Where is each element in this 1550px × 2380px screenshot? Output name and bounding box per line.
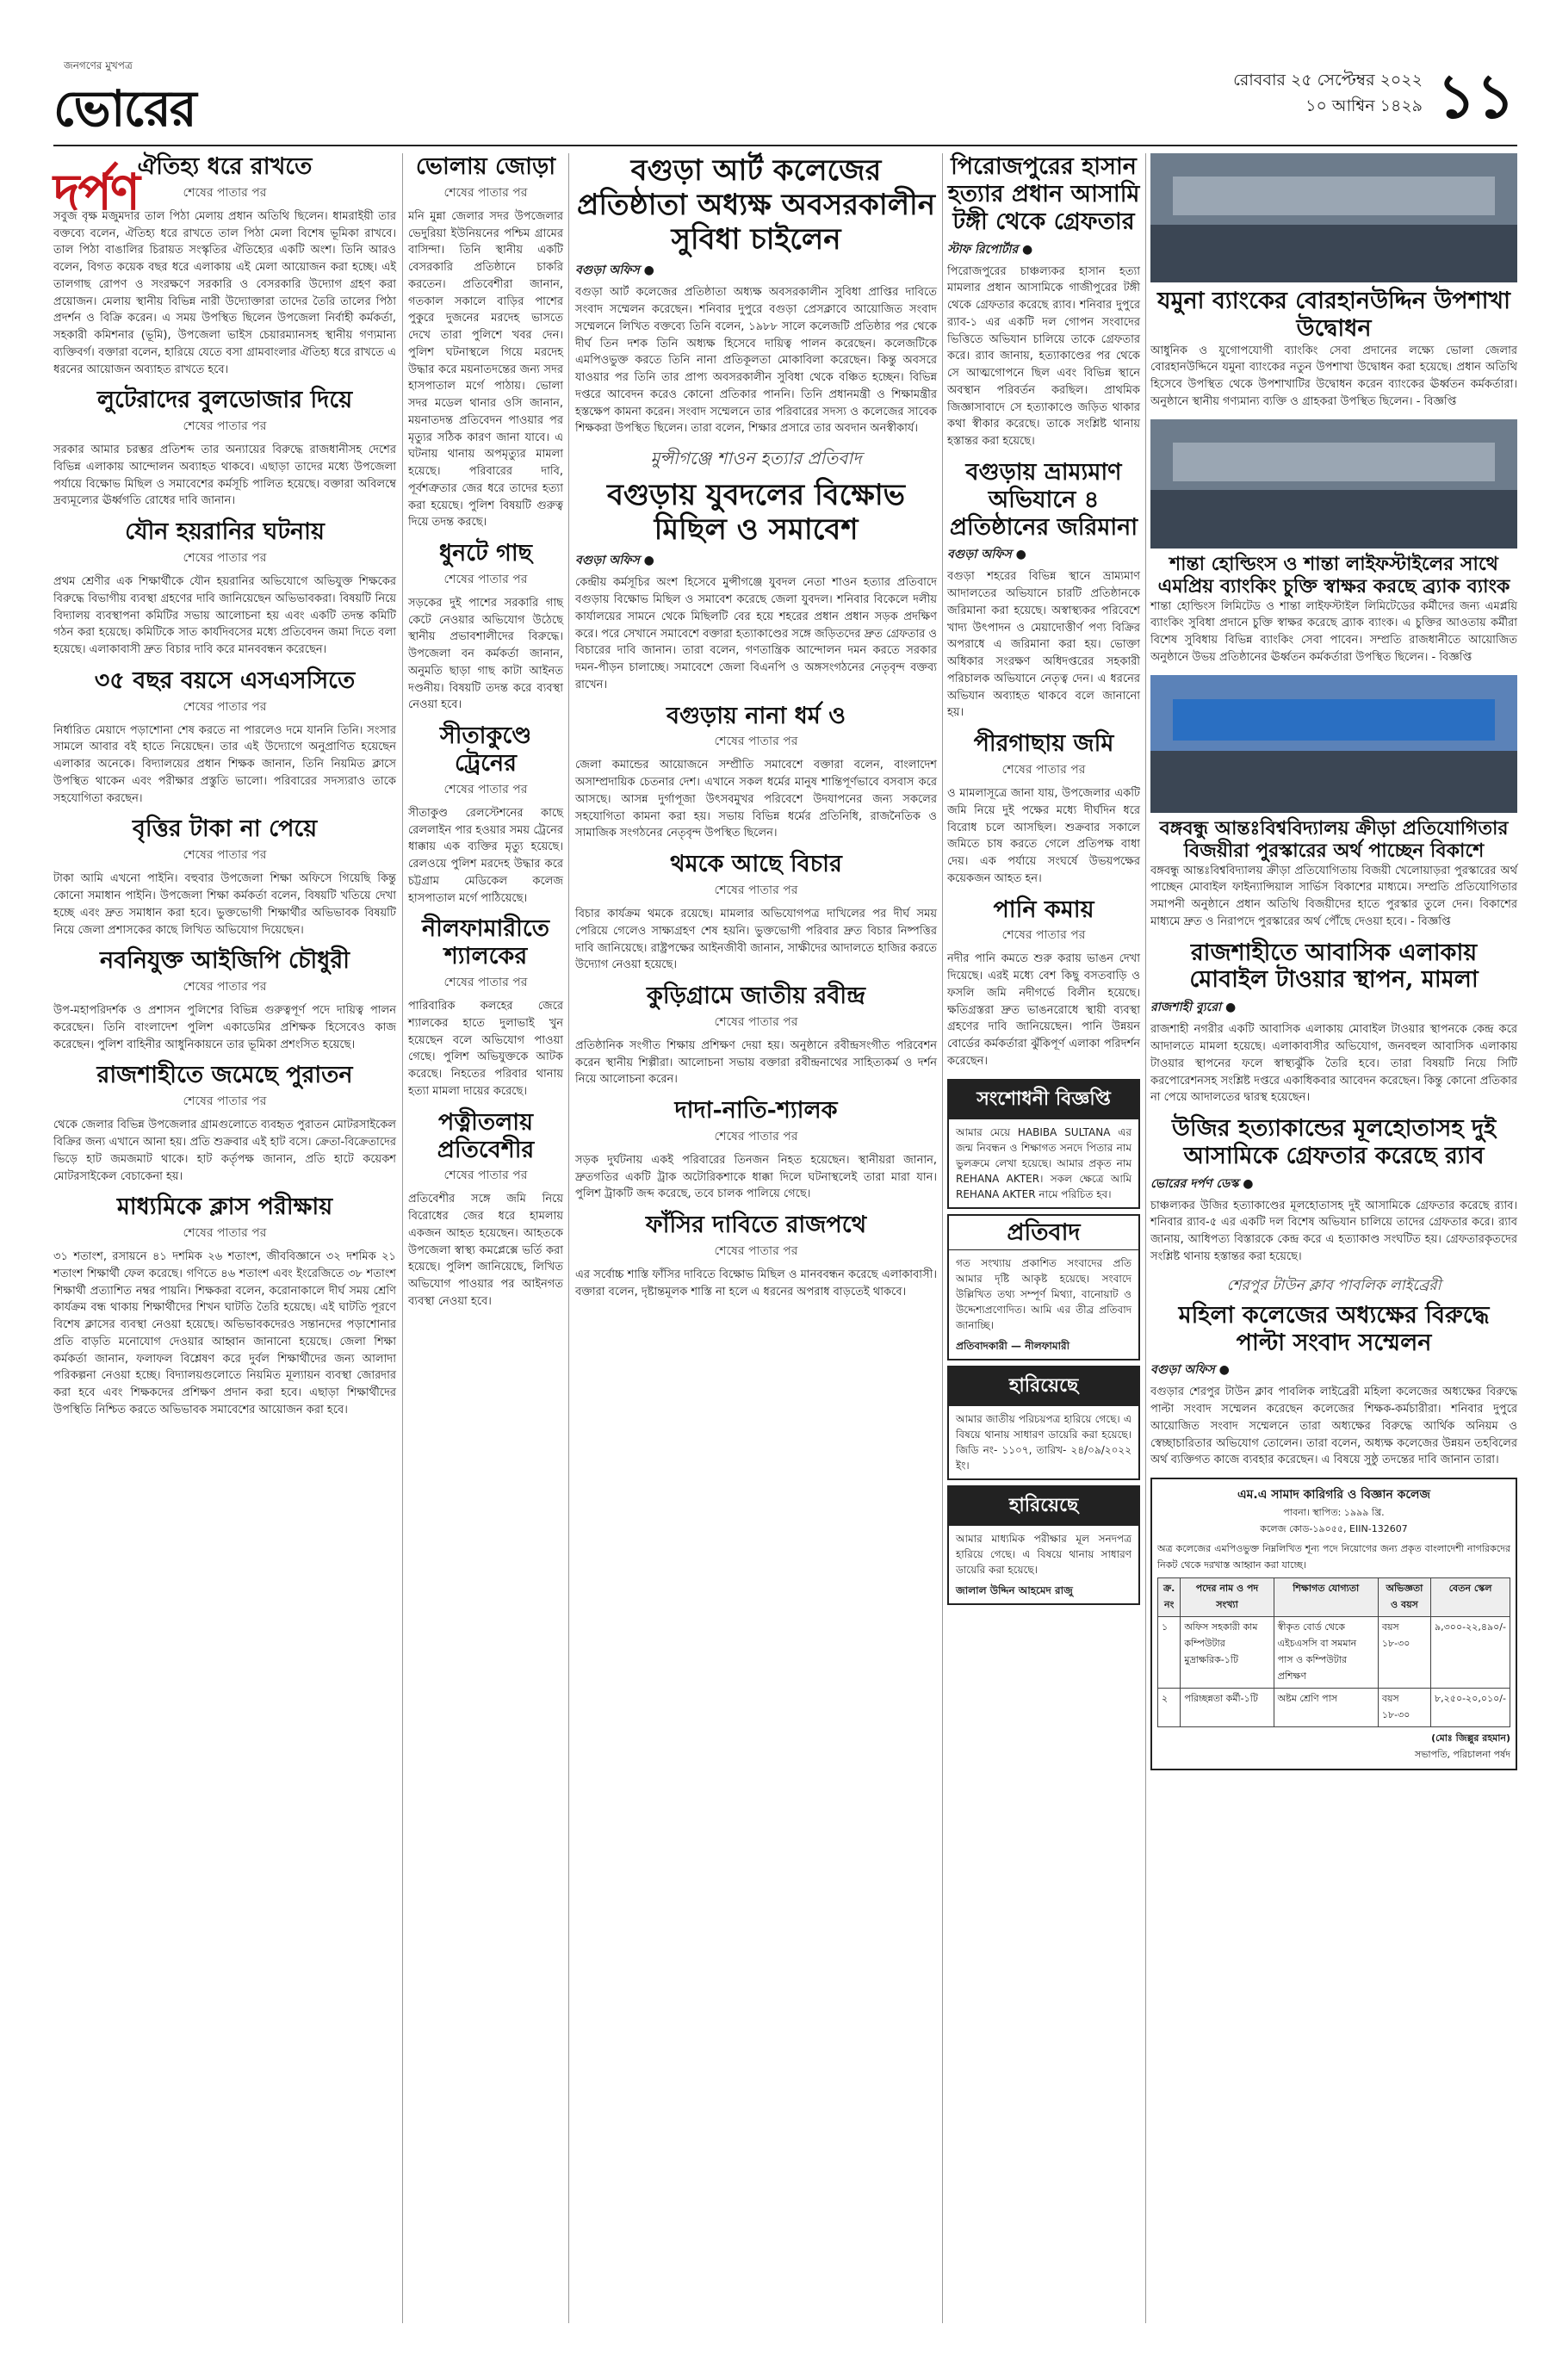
column-5	[1150, 153, 1517, 1770]
continued-label: শেষের পাতার পর	[714, 734, 798, 749]
table-cell: ১	[1158, 1617, 1181, 1689]
story-body: ৩১ শতাংশ, রসায়নে ৪১ দশমিক ২৬ শতাংশ, জীববিজ্ঞানে ৩২ দশমিক ২১ শতাংশ শিক্ষার্থী ফেল করেছে। গণিতে ৪৬ শতাংশ এবং ইংরেজিতে ৩৮ শতাংশ শিক্ষার্থী প্রত্যাশিত নম্বর পায়নি। শিক্ষকরা বলেন, করোনাকালে দীর্ঘ সময় শ্রেণি কার্যক্রম বন্ধ থাকায় শিক্ষার্থীদের শিখন ঘাটতি তৈরি হয়েছে। এই ঘাটতি পূরণে বিশেষ ক্লাসের ব্যবস্থা নেওয়া হয়েছে। অভিভাবকদেরও সন্তানদের পড়াশোনার প্রতি বাড়তি মনোযোগ দেওয়ার আহ্বান জানানো হয়েছে। জেলা শিক্ষা কর্মকর্তা জানান, ফলাফল বিশ্লেষণ করে দুর্বল শিক্ষার্থীদের জন্য আলাদা পরিকল্পনা নেওয়া হচ্ছে। বিদ্যালয়গুলোতে নিয়মিত মূল্যায়ন ব্যবস্থা জোরদার করা হবে এবং শিক্ষকদের প্রশিক্ষণ প্রদান করা হবে। এছাড়া শিক্ষার্থীদের উপস্থিতি নিশ্চিত করতে অভিভাবক সমাবেশের আয়োজন করা হবে।	[53, 1250, 396, 1416]
column-rule	[942, 153, 943, 2323]
headline: বঙ্গবন্ধু আন্তঃবিশ্ববিদ্যালয় ক্রীড়া প্রতিযোগিতার বিজয়ীরা পুরস্কারের অর্থ পাচ্ছেন বিকাশে	[1159, 816, 1509, 862]
notice-body: গত সংখ্যায় প্রকাশিত সংবাদের প্রতি আমার দৃষ্টি আকৃষ্ট হয়েছে। সংবাদে উল্লিখিত তথ্য সম্পূর্ণ মিথ্যা, বানোয়াট ও উদ্দেশ্যপ্রণোদিত। আমি এর তীব্র প্রতিবাদ জানাচ্ছি।	[956, 1257, 1132, 1332]
continued-label: শেষের পাতার পর	[443, 1168, 528, 1183]
story-water	[947, 896, 1140, 1070]
column-1	[53, 153, 396, 1428]
story-body: জেলা কমান্ডের আয়োজনে সম্প্রীতি সমাবেশে বক্তারা বলেন, বাংলাদেশ অসাম্প্রদায়িক চেতনার দেশ। এখানে সকল ধর্মের মানুষ শান্তিপূর্ণভাবে বসবাস করে আসছে। আসন্ন দুর্গাপূজা উৎসবমুখর পরিবেশে উদযাপনের জন্য সকলের সহযোগিতা কামনা করা হয়। সভায় বিভিন্ন ধর্মের প্রতিনিধি, রাজনৈতিক ও সামাজিক সংগঠনের নেতৃবৃন্দ উপস্থিত ছিলেন।	[575, 759, 937, 840]
continued-label: শেষের পাতার পর	[714, 883, 798, 898]
column-3	[575, 153, 937, 1310]
byline: বগুড়া অফিস ●	[575, 263, 654, 278]
continued-label: শেষের পাতার পর	[183, 1094, 267, 1109]
byline: স্টাফ রিপোর্টার ●	[947, 242, 1033, 257]
byline: ভোরের দর্পণ ডেস্ক ●	[1150, 1176, 1254, 1191]
table-cell: বয়স ১৮-৩০	[1378, 1617, 1430, 1689]
story-body: বঙ্গবন্ধু আন্তঃবিশ্ববিদ্যালয় ক্রীড়া প্রতিযোগিতায় বিজয়ী খেলোয়াড়রা পুরস্কারের অর্থ পাচ্ছেন মোবাইল ফাইন্যান্সিয়াল সার্ভিস বিকাশের মাধ্যমে। সম্প্রতি প্রতিযোগিতার সমাপনী অনুষ্ঠানে প্রধান অতিথি বিজয়ীদের হাতে পুরস্কার তুলে দেন। বিকাশের মাধ্যমে দ্রুত ও নিরাপদে পুরস্কারের অর্থ পৌঁছে দেওয়া হবে। ‐ বিজ্ঞপ্তি	[1150, 864, 1517, 928]
column-2	[408, 153, 563, 1319]
ad-title: এম.এ সামাদ কারিগরি ও বিজ্ঞান কলেজ	[1237, 1488, 1430, 1503]
story-body: বগুড়ার শেরপুর টাউন ক্লাব পাবলিক লাইব্রেরী মহিলা কলেজের অধ্যক্ষের বিরুদ্ধে পাল্টা সংবাদ সম্মেলন করেছেন কলেজের শিক্ষক-কর্মচারীরা। শনিবার দুপুরে আয়োজিত সংবাদ সম্মেলনে তারা অধ্যক্ষের বিরুদ্ধে আর্থিক অনিয়ম ও স্বেচ্ছাচারিতার অভিযোগ তোলেন। তারা বলেন, অধ্যক্ষ কলেজের উন্নয়ন তহবিলের অর্থ ব্যক্তিগত কাজে ব্যবহার করেছেন। এ বিষয়ে সুষ্ঠু তদন্তের দাবি জানান তারা।	[1150, 1385, 1517, 1467]
byline: বগুড়া অফিস ●	[947, 548, 1026, 562]
story-body: টাকা আমি এখনো পাইনি। বহুবার উপজেলা শিক্ষা অফিসে গিয়েছি কিন্তু কোনো সমাধান পাইনি। উপজেলা শিক্ষা কর্মকর্তা বলেন, বিষয়টি খতিয়ে দেখা হচ্ছে এবং দ্রুত সমাধান করা হবে। ভুক্তভোগী শিক্ষার্থীর অভিভাবক বিষয়টি নিয়ে জেলা প্রশাসকের কাছে লিখিত অভিযোগ দিয়েছেন।	[53, 872, 396, 937]
table-header: অভিজ্ঞতা ও বয়স	[1378, 1578, 1430, 1617]
story-body: সবুজ বৃক্ষ মজুমদার তাল পিঠা মেলায় প্রধান অতিথি ছিলেন। ধামরাইয়ী তার বক্তব্যে বলেন, ঐতিহ্য ধরে রাখতে তাল পিঠা মেলা বিশেষ ভূমিকা রাখবে। তাল পিঠা বাঙালির চিরায়ত সংস্কৃতির ঐতিহ্যের একটি অংশ। তিনি আরও বলেন, বিগত কয়েক বছর ধরে এলাকায় এই মেলা আয়োজন করা হচ্ছে। এই তালগাছ রোপণ ও সংরক্ষণে সরকারি ও বেসরকারি উদ্যোগ গ্রহণ করা প্রয়োজন। মেলায় স্থানীয় বিভিন্ন নারী উদ্যোক্তারা তাদের তৈরি তালের পিঠা প্রদর্শন ও বিক্রি করেন। এ সময় উপস্থিত ছিলেন উপজেলা নির্বাহী কর্মকর্তা, সহকারী কমিশনার (ভূমি), উপজেলা ভাইস চেয়ারম্যানসহ স্থানীয় গণ্যমান্য ব্যক্তিবর্গ। বক্তারা বলেন, হারিয়ে যেতে বসা গ্রামবাংলার ঐতিহ্য ধরে রাখতে এ ধরনের আয়োজন অব্যাহত রাখতে হবে।	[53, 209, 396, 376]
story-mobile-court	[947, 459, 1140, 722]
headline: নীলফামারীতে শ্যালকের	[421, 915, 550, 970]
story-harassment	[53, 518, 396, 659]
table-cell: ৮,২৫০-২০,০১০/-	[1431, 1689, 1510, 1727]
story-mobile-tower	[1150, 939, 1517, 1106]
headline: পিরোজপুরের হাসান হত্যার প্রধান আসামি টঙ্গী থেকে গ্রেফতার	[947, 153, 1140, 235]
notice-lost-2	[947, 1485, 1140, 1605]
headline: দাদা-নাতি-শ্যালক	[674, 1097, 838, 1125]
byline: রাজশাহী ব্যুরো ●	[1150, 1001, 1237, 1015]
story-stipend	[53, 815, 396, 939]
headline: পীরগাছায় জমি	[973, 730, 1114, 758]
headline: যমুনা ব্যাংকের বোরহানউদ্দিন উপশাখা উদ্বোধন	[1157, 288, 1510, 342]
table-cell: অফিস সহকারী কাম কম্পিউটার মুদ্রাক্ষরিক-১টি	[1181, 1617, 1274, 1689]
continued-label: শেষের পাতার পর	[183, 551, 267, 566]
recruitment-table	[1157, 1577, 1510, 1727]
table-row	[1158, 1689, 1510, 1727]
story-nilphamari	[408, 915, 563, 1100]
story-body: সড়কের দুই পাশের সরকারি গাছ কেটে নেওয়ার অভিযোগ উঠেছে স্থানীয় প্রভাবশালীদের বিরুদ্ধে। উপজেলা বন কর্মকর্তা জানান, অনুমতি ছাড়া গাছ কাটা আইনত দণ্ডনীয়। বিষয়টি তদন্ত করে ব্যবস্থা নেওয়া হবে।	[408, 596, 563, 712]
continued-label: শেষের পাতার পর	[1001, 928, 1086, 943]
byline: বগুড়া অফিস ●	[1150, 1363, 1230, 1378]
story-body: শান্তা হোল্ডিংস লিমিটেড ও শান্তা লাইফস্টাইল লিমিটেডের কর্মীদের জন্য এমপ্লয়ি ব্যাংকিং সুবিধা প্রদানে চুক্তি স্বাক্ষর করেছে ব্র্যাক ব্যাংক। এ চুক্তির আওতায় কর্মীরা বিশেষ সুবিধায় বিভিন্ন ব্যাংকিং সেবা পাবেন। সম্প্রতি রাজধানীতে আয়োজিত অনুষ্ঠানে উভয় প্রতিষ্ঠানের ঊর্ধ্বতন কর্মকর্তারা উপস্থিত ছিলেন। ‐ বিজ্ঞপ্তি	[1150, 599, 1517, 664]
continued-label: শেষের পাতার পর	[183, 699, 267, 714]
kicker: শেরপুর টাউন ক্লাব পাবলিক লাইব্রেরী	[1226, 1276, 1442, 1294]
story-jamuna-bank	[1150, 288, 1517, 411]
story-body: প্রতিবেশীর সঙ্গে জমি নিয়ে বিরোধের জের ধরে হামলায় একজন আহত হয়েছেন। আহতকে উপজেলা স্বাস্থ্য কমপ্লেক্সে ভর্তি করা হয়েছে। পুলিশ জানিয়েছে, লিখিত অভিযোগ পাওয়ার পর আইনগত ব্যবস্থা নেওয়া হবে।	[408, 1193, 563, 1308]
story-jubodal	[575, 446, 937, 693]
continued-label: শেষের পাতার পর	[443, 976, 528, 990]
story-body: পিরোজপুরের চাঞ্চল্যকর হাসান হত্যা মামলার প্রধান আসামিকে গাজীপুরের টঙ্গী থেকে গ্রেফতার করেছে র‍্যাব। শনিবার দুপুরে র‍্যাব-১ এর একটি দল গোপন সংবাদের ভিত্তিতে অভিযান চালিয়ে তাকে গ্রেফতার করে। র‍্যাব জানায়, হত্যাকাণ্ডের পর থেকে সে আত্মগোপনে ছিল এবং বিভিন্ন স্থানে অবস্থান পরিবর্তন করছিল। প্রাথমিক জিজ্ঞাসাবাদে সে হত্যাকাণ্ডে জড়িত থাকার কথা স্বীকার করেছে। তাকে সংশ্লিষ্ট থানায় হস্তান্তর করা হয়েছে।	[947, 264, 1140, 449]
continued-label: শেষের পাতার পর	[714, 1244, 798, 1259]
headline: ভোলায় জোড়া	[415, 153, 556, 180]
story-body: উপ-মহাপরিদর্শক ও প্রশাসন পুলিশের বিভিন্ন গুরুত্বপূর্ণ পদে দায়িত্ব পালন করেছেন। তিনি বাংলাদেশ পুলিশ একাডেমির প্রশিক্ষক হিসেবেও কাজ করেছেন। পুলিশ বাহিনীর আধুনিকায়নে তার ভূমিকা প্রশংসিত হয়েছে।	[53, 1004, 396, 1051]
story-pirgachha	[947, 730, 1140, 887]
notice-title: প্রতিবাদ	[949, 1216, 1138, 1251]
ad-signature-role: সভাপতি, পরিচালনা পর্ষদ	[1414, 1749, 1510, 1761]
logo-text-1: ভোরের	[53, 79, 195, 138]
story-body: প্রথম শ্রেণীর এক শিক্ষার্থীকে যৌন হয়রানির অভিযোগে অভিযুক্ত শিক্ষকের বিরুদ্ধে বিভাগীয় ব্যবস্থা গ্রহণের দাবি জানিয়েছেন অভিভাবকরা। বিষয়টি নিয়ে বিদ্যালয় ব্যবস্থাপনা কমিটির সভায় আলোচনা হয় এবং একটি তদন্ত কমিটি গঠন করা হয়েছে। কমিটিকে সাত কার্যদিবসের মধ্যে প্রতিবেদন জমা দিতে বলা হয়েছে। এলাকাবাসী দ্রুত বিচার দাবি করে মানববন্ধন করেছেন।	[53, 575, 396, 657]
story-ssc	[53, 667, 396, 808]
date-bengali: ১০ আশ্বিন ১৪২৯	[1305, 96, 1423, 115]
logo-tagline: জনগণের মুখপত্র	[64, 59, 133, 71]
story-art-college	[575, 153, 937, 437]
photo-bkash-sports	[1150, 675, 1517, 813]
continued-label: শেষের পাতার পর	[443, 782, 528, 796]
ad-eiin: কলেজ কোড-১৯০৫৫, EIIN-132607	[1260, 1523, 1408, 1535]
story-body: পারিবারিক কলহের জেরে শ্যালকের হাতে দুলাভাই খুন হয়েছেন বলে অভিযোগ পাওয়া গেছে। পুলিশ অভিযুক্তকে আটক করেছে। নিহতের পরিবার থানায় হত্যা মামলা দায়ের করেছে।	[408, 1000, 563, 1098]
headline: শান্তা হোল্ডিংস ও শান্তা লাইফস্টাইলের সাথে এমপ্রিয় ব্যাংকিং চুক্তি স্বাক্ষর করছে ব্র্যাক ব্যাংক	[1157, 552, 1510, 598]
continued-label: শেষের পাতার পর	[714, 1129, 798, 1144]
headline: ধুনটে গাছ	[438, 540, 533, 567]
story-rab-arrest	[1150, 1115, 1517, 1266]
photo-jamuna-bank	[1150, 153, 1517, 282]
table-cell: ২	[1158, 1689, 1181, 1727]
story-trial	[575, 851, 937, 974]
byline: বগুড়া অফিস ●	[575, 554, 654, 568]
story-body: বিচার কার্যক্রম থমকে রয়েছে। মামলার অভিযোগপত্র দাখিলের পর দীর্ঘ সময় পেরিয়ে গেলেও সাক্ষ্যগ্রহণ শেষ হয়নি। ভুক্তভোগী পরিবার দ্রুত বিচার নিষ্পত্তির দাবি জানিয়েছে। রাষ্ট্রপক্ষের আইনজীবী জানান, সাক্ষীদের আদালতে হাজির করতে উদ্যোগ নেওয়া হয়েছে।	[575, 908, 937, 972]
story-dhunat	[408, 540, 563, 714]
headline: পানি কমায়	[993, 896, 1094, 923]
story-secondary-exam	[53, 1193, 396, 1418]
continued-label: শেষের পাতার পর	[1001, 763, 1086, 778]
column-4	[947, 153, 1140, 1605]
headline: ঐতিহ্য ধরে রাখতে	[137, 153, 313, 180]
story-rajshahi-market	[53, 1062, 396, 1185]
headline: বগুড়ায় যুবদলের বিক্ষোভ মিছিল ও সমাবেশ	[606, 478, 906, 548]
headline: বগুড়া আর্ট কলেজের প্রতিষ্ঠাতা অধ্যক্ষ অবসরকালীন সুবিধা চাইলেন	[576, 153, 936, 257]
story-igp	[53, 947, 396, 1053]
story-body: বগুড়া আর্ট কলেজের প্রতিষ্ঠাতা অধ্যক্ষ অবসরকালীন সুবিধা প্রাপ্তির দাবিতে সংবাদ সম্মেলন করেছেন। শনিবার দুপুরে বগুড়া প্রেসক্লাবে আয়োজিত সংবাদ সম্মেলনে লিখিত বক্তব্যে তিনি বলেন, ১৯৮৮ সালে কলেজটি প্রতিষ্ঠার পর থেকে দীর্ঘ তিন দশক তিনি অধ্যক্ষ হিসেবে দায়িত্ব পালন করেছেন। কলেজটিকে এমপিওভুক্ত করতে তিনি নানা প্রতিকূলতা মোকাবিলা করেছেন। কিন্তু অবসরে যাওয়ার পর তিনি তার প্রাপ্য অবসরকালীন সুবিধা থেকে বঞ্চিত হচ্ছেন। বিভিন্ন দপ্তরে আবেদন করেও কোনো প্রতিকার পাননি। তিনি প্রধানমন্ত্রী ও শিক্ষামন্ত্রীর হস্তক্ষেপ কামনা করেন। সংবাদ সম্মেলনে তার পরিবারের সদস্য ও কলেজের সাবেক শিক্ষকরা উপস্থিত ছিলেন। তারা বলেন, শিক্ষার প্রসারে তার অবদান অনস্বীকার্য।	[575, 286, 937, 436]
story-body: প্রতিষ্ঠানিক সংগীত শিক্ষায় প্রশিক্ষণ দেয়া হয়। অনুষ্ঠানে রবীন্দ্রসংগীত পরিবেশন করেন স্থানীয় শিল্পীরা। আলোচনা সভায় বক্তারা রবীন্দ্রনাথের সাহিত্যকর্ম ও দর্শন নিয়ে আলোচনা করেন।	[575, 1038, 937, 1087]
column-rule	[568, 153, 569, 2323]
story-body: চাঞ্চল্যকর উজির হত্যাকাণ্ডের মূলহোতাসহ দুই আসামিকে গ্রেফতার করেছে র‍্যাব। শনিবার র‍্যাব-৫ এর একটি দল বিশেষ অভিযান চালিয়ে তাদের গ্রেফতার করে। র‍্যাব জানায়, আধিপত্য বিস্তারকে কেন্দ্র করে এ হত্যাকাণ্ড সংঘটিত হয়। গ্রেফতারকৃতদের সংশ্লিষ্ট থানায় হস্তান্তর করা হয়েছে।	[1150, 1199, 1517, 1263]
story-body: মনি মুন্না জেলার সদর উপজেলার ভেদুরিয়া ইউনিয়নের পশ্চিম গ্রামের বাসিন্দা। তিনি স্থানীয় একটি বেসরকারি প্রতিষ্ঠানে চাকরি করতেন। প্রতিবেশীরা জানান, গতকাল সকালে বাড়ির পাশের পুকুরে দুজনের মরদেহ ভাসতে দেখে তারা পুলিশে খবর দেন। পুলিশ ঘটনাস্থলে গিয়ে মরদেহ উদ্ধার করে ময়নাতদন্তের জন্য সদর হাসপাতাল মর্গে পাঠায়। ভোলা সদর মডেল থানার ওসি জানান, ময়নাতদন্ত প্রতিবেদন পাওয়ার পর মৃত্যুর সঠিক কারণ জানা যাবে। এ ঘটনায় থানায় অপমৃত্যুর মামলা হয়েছে। পরিবারের দাবি, পূর্বশত্রুতার জের ধরে তাদের হত্যা করা হয়েছে। পুলিশ বিষয়টি গুরুত্ব দিয়ে তদন্ত করছে।	[408, 209, 563, 530]
story-kurigram	[575, 982, 937, 1088]
headline: সীতাকুণ্ডে ট্রেনের	[439, 722, 532, 778]
continued-label: শেষের পাতার পর	[443, 572, 528, 586]
ad-intro: অত্র কলেজের এমপিওভুক্ত নিম্নলিখিত শূন্য পদে নিয়োগের জন্য প্রকৃত বাংলাদেশী নাগরিকদের নিকট থেকে দরখাস্ত আহ্বান করা যাচ্ছে।	[1157, 1543, 1510, 1571]
table-cell: স্বীকৃত বোর্ড থেকে এইচএসসি বা সমমান পাস ও কম্পিউটার প্রশিক্ষণ	[1274, 1617, 1378, 1689]
story-brac-bank	[1150, 554, 1517, 666]
continued-label: শেষের পাতার পর	[183, 419, 267, 434]
story-body: আধুনিক ও যুগোপযোগী ব্যাংকিং সেবা প্রদানের লক্ষ্যে ভোলা জেলার বোরহানউদ্দিনে যমুনা ব্যাংকের নতুন উপশাখা উদ্বোধন করা হয়েছে। প্রধান অতিথি হিসেবে উপস্থিত থেকে উপশাখাটির উদ্বোধন করেন ব্যাংকের ঊর্ধ্বতন কর্মকর্তারা। অনুষ্ঠানে স্থানীয় গণ্যমান্য ব্যক্তি ও গ্রাহকরা উপস্থিত ছিলেন। ‐ বিজ্ঞপ্তি	[1150, 344, 1517, 408]
story-body: সড়ক দুর্ঘটনায় একই পরিবারের তিনজন নিহত হয়েছেন। স্থানীয়রা জানান, দ্রুতগতির একটি ট্রাক অটোরিকশাকে ধাক্কা দিলে ঘটনাস্থলেই তারা মারা যান। পুলিশ ট্রাকটি জব্দ করেছে, তবে চালক পালিয়ে গেছে।	[575, 1153, 937, 1201]
headline: কুড়িগ্রামে জাতীয় রবীন্দ্র	[647, 982, 865, 1010]
table-cell: ৯,৩০০-২২,৪৯০/-	[1431, 1617, 1510, 1689]
notice-correction	[947, 1079, 1140, 1209]
table-cell: পরিচ্ছন্নতা কর্মী-১টি	[1181, 1689, 1274, 1727]
story-tradition	[53, 153, 396, 378]
continued-label: শেষের পাতার পর	[183, 185, 267, 200]
story-bhola	[408, 153, 563, 531]
story-body: ও মামলাসূত্রে জানা যায়, উপজেলার একটি জমি নিয়ে দুই পক্ষের মধ্যে দীর্ঘদিন ধরে বিরোধ চলে আসছিল। শুক্রবার সকালে জমিতে চাষ করতে গেলে প্রতিপক্ষ বাধা দেয়। এক পর্যায়ে সংঘর্ষে উভয়পক্ষের কয়েকজন আহত হন।	[947, 787, 1140, 885]
story-patnitala	[408, 1109, 563, 1311]
story-body: রাজশাহী নগরীর একটি আবাসিক এলাকায় মোবাইল টাওয়ার স্থাপনকে কেন্দ্র করে আদালতে মামলা হয়েছে। এলাকাবাসীর অভিযোগ, জনবহুল আবাসিক এলাকায় টাওয়ার স্থাপনের ফলে স্বাস্থ্যঝুঁকি তৈরি হবে। তারা বিষয়টি নিয়ে সিটি করপোরেশনসহ সংশ্লিষ্ট দপ্তরে একাধিকবার আবেদন করেছেন। কিন্তু কোনো প্রতিকার না পেয়ে আদালতের দ্বারস্থ হয়েছেন।	[1150, 1023, 1517, 1105]
date-gregorian: রোববার ২৫ সেপ্টেম্বর ২০২২	[1233, 71, 1423, 90]
headline: বগুড়ায় ভ্রাম্যমাণ অভিযানে ৪ প্রতিষ্ঠানের জরিমানা	[949, 458, 1138, 541]
table-header-row	[1158, 1578, 1510, 1617]
story-body: সরকার আমার চরম্ভর প্রতিশব্দ তার অন্যায়ের বিরুদ্ধে রাজধানীসহ দেশের বিভিন্ন এলাকায় আন্দোলন অব্যাহত থাকবে। এছাড়া তাদের মধ্যে উপজেলা পর্যায়ে বিক্ষোভ মিছিল ও সমাবেশের কর্মসূচি পালিত হয়েছে। বক্তারা অবিলম্বে দ্রব্যমূল্যের ঊর্ধ্বগতি রোধের দাবি জানান।	[53, 443, 396, 508]
table-header: শিক্ষাগত যোগ্যতা	[1274, 1578, 1378, 1617]
story-body: নদীর পানি কমতে শুরু করায় ভাঙন দেখা দিয়েছে। এরই মধ্যে বেশ কিছু বসতবাড়ি ও ফসলি জমি নদীগর্ভে বিলীন হয়েছে। ক্ষতিগ্রস্তরা দ্রুত ভাঙনরোধে স্থায়ী ব্যবস্থা গ্রহণের দাবি জানিয়েছেন। পানি উন্নয়ন বোর্ডের কর্মকর্তারা ঝুঁকিপূর্ণ এলাকা পরিদর্শন করেছেন।	[947, 952, 1140, 1068]
table-header: পদের নাম ও পদ সংখ্যা	[1181, 1578, 1274, 1617]
headline: ৩৫ বছর বয়সে এসএসসিতে	[94, 666, 356, 694]
logo-text-2: দর্পণ	[53, 163, 139, 221]
ad-signature: (মোঃ জিল্লুর রহমান)	[1431, 1732, 1510, 1745]
story-sitakunda	[408, 722, 563, 907]
continued-label: শেষের পাতার পর	[183, 848, 267, 863]
headline: উজির হত্যাকান্ডের মূলহোতাসহ দুই আসামিকে গ্রেফতার করেছে র‍্যাব	[1171, 1115, 1497, 1169]
notice-body: আমার জাতীয় পরিচয়পত্র হারিয়ে গেছে। এ বিষয়ে থানায় সাধারণ ডায়েরি করা হয়েছে। জিডি নং- ১১০৭, তারিখ- ২৪/০৯/২০২২ ইং।	[956, 1413, 1132, 1472]
story-bulldozer	[53, 387, 396, 510]
dateline	[1233, 67, 1423, 119]
notice-lost-1	[947, 1366, 1140, 1480]
story-bkash-sports	[1150, 818, 1517, 931]
story-body: বগুড়া শহরের বিভিন্ন স্থানে ভ্রাম্যমাণ আদালতের অভিযানে চারটি প্রতিষ্ঠানকে জরিমানা করা হয়েছে। অস্বাস্থ্যকর পরিবেশে খাদ্য উৎপাদন ও মেয়াদোত্তীর্ণ পণ্য বিক্রির অপরাধে এ জরিমানা করা হয়। ভোক্তা অধিকার সংরক্ষণ অধিদপ্তরের সহকারী পরিচালক অভিযানে নেতৃত্ব দেন। এ ধরনের অভিযান অব্যাহত থাকবে বলে জানানো হয়।	[947, 570, 1140, 720]
headline: পত্নীতলায় প্রতিবেশীর	[437, 1108, 535, 1163]
column-rule	[402, 153, 403, 2323]
column-rule	[1145, 153, 1146, 2323]
kicker: মুন্সীগঞ্জে শাওন হত্যার প্রতিবাদ	[650, 448, 862, 469]
headline: মাধ্যমিকে ক্লাস পরীক্ষায়	[116, 1193, 333, 1221]
story-pirojpur	[947, 153, 1140, 450]
story-body: সীতাকুণ্ড রেলস্টেশনের কাছে রেললাইন পার হওয়ার সময় ট্রেনের ধাক্কায় এক ব্যক্তির মৃত্যু হয়েছে। রেলওয়ে পুলিশ মরদেহ উদ্ধার করে চট্টগ্রাম মেডিকেল কলেজ হাসপাতাল মর্গে পাঠিয়েছে।	[408, 806, 563, 905]
headline: নবনিযুক্ত আইজিপি চৌধুরী	[100, 947, 350, 975]
table-header: বেতন স্কেল	[1431, 1578, 1510, 1617]
story-womens-college	[1150, 1274, 1517, 1469]
headline: বগুড়ায় নানা ধর্ম ও	[666, 702, 846, 729]
table-cell: বয়স ১৮-৩০	[1378, 1689, 1430, 1727]
headline: যৌন হয়রানির ঘটনায়	[125, 518, 325, 546]
notice-protest	[947, 1214, 1140, 1361]
table-row	[1158, 1617, 1510, 1689]
notice-title: সংশোধনী বিজ্ঞপ্তি	[949, 1081, 1138, 1119]
headline: থমকে আছে বিচার	[670, 851, 842, 878]
notice-body: আমার মেয়ে HABIBA SULTANA এর জন্ম নিবন্ধন ও শিক্ষাগত সনদে পিতার নাম ভুলক্রমে লেখা হয়েছে। আমার প্রকৃত নাম REHANA AKTER। সকল ক্ষেত্রে আমি REHANA AKTER নামে পরিচিত হব।	[956, 1125, 1132, 1200]
story-hanging-demand	[575, 1212, 937, 1300]
continued-label: শেষের পাতার পর	[443, 185, 528, 200]
headline: লুটেরাদের বুলডোজার দিয়ে	[96, 387, 353, 414]
continued-label: শেষের পাতার পর	[183, 1226, 267, 1241]
notice-title: হারিয়েছে	[949, 1367, 1138, 1406]
story-body: নির্ধারিত মেয়াদে পড়াশোনা শেষ করতে না পারলেও দমে যাননি তিনি। সংসার সামলে আবার বই হাতে নিয়েছেন। তার এই উদ্যোগে অনুপ্রাণিত হয়েছেন এলাকার অনেকে। বিদ্যালয়ের প্রধান শিক্ষক জানান, তিনি নিয়মিত ক্লাসে উপস্থিত থাকেন এবং পরীক্ষার প্রস্তুতি ভালো। পরিবারের সদস্যরাও তাকে সহযোগিতা করছেন।	[53, 723, 396, 805]
headline: ফাঁসির দাবিতে রাজপথে	[645, 1212, 867, 1239]
story-body: এর সর্বোচ্চ শাস্তি ফাঁসির দাবিতে বিক্ষোভ মিছিল ও মানববন্ধন করেছে এলাকাবাসী। বক্তারা বলেন, দৃষ্টান্তমূলক শাস্তি না হলে এ ধরনের অপরাধ বাড়তেই থাকবে।	[575, 1268, 937, 1298]
story-religions	[575, 703, 937, 843]
ad-subtitle: পাবনা। স্থাপিত: ১৯৯৯ খ্রি.	[1283, 1507, 1385, 1519]
continued-label: শেষের পাতার পর	[183, 980, 267, 995]
notice-signature: প্রতিবাদকারী — নীলফামারী	[956, 1340, 1070, 1353]
headline: রাজশাহীতে আবাসিক এলাকায় মোবাইল টাওয়ার স্থাপন, মামলা	[1189, 939, 1479, 994]
story-body: থেকে জেলার বিভিন্ন উপজেলার গ্রামগুলোতে ব্যবহৃত পুরাতন মোটরসাইকেল বিক্রির জন্য এখানে আনা হয়। প্রতি শুক্রবার এই হাট বসে। ক্রেতা-বিক্রেতাদের ভিড়ে হাট জমজমাট থাকে। হাট কর্তৃপক্ষ জানান, প্রতি হাটে কয়েকশ মোটরসাইকেল বেচাকেনা হয়।	[53, 1119, 396, 1183]
table-cell: অষ্টম শ্রেণি পাস	[1274, 1689, 1378, 1727]
notice-signature: জালাল উদ্দিন আহমেদ রাজু	[956, 1584, 1073, 1597]
headline: মহিলা কলেজের অধ্যক্ষের বিরুদ্ধে পাল্টা সংবাদ সম্মেলন	[1178, 1301, 1490, 1356]
notice-title: হারিয়েছে	[949, 1487, 1138, 1526]
recruitment-ad	[1150, 1478, 1517, 1770]
table-header: ক্র. নং	[1158, 1578, 1181, 1617]
notice-body: আমার মাধ্যমিক পরীক্ষার মূল সনদপত্র হারিয়ে গেছে। এ বিষয়ে থানায় সাধারণ ডায়েরি করা হয়েছে।	[956, 1533, 1132, 1577]
headline: রাজশাহীতে জমেছে পুরাতন	[96, 1062, 353, 1089]
photo-brac-bank	[1150, 419, 1517, 549]
story-body: কেন্দ্রীয় কর্মসূচির অংশ হিসেবে মুন্সীগঞ্জে যুবদল নেতা শাওন হত্যার প্রতিবাদে বগুড়ায় বিক্ষোভ মিছিল ও সমাবেশ করেছে জেলা যুবদল। শনিবার বিকেলে দলীয় কার্যালয়ের সামনে থেকে মিছিলটি বের হয়ে শহরের প্রধান প্রধান সড়ক প্রদক্ষিণ করে। পরে সেখানে সমাবেশে বক্তারা হত্যাকাণ্ডের সঙ্গে জড়িতদের দ্রুত গ্রেফতার ও বিচারের দাবি জানান। তারা বলেন, গণতান্ত্রিক আন্দোলন দমন করতে সরকার দমন-পীড়ন চালাচ্ছে। সমাবেশে জেলা বিএনপি ও অঙ্গসংগঠনের নেতৃবৃন্দ বক্তব্য রাখেন।	[575, 576, 937, 691]
continued-label: শেষের পাতার পর	[714, 1014, 798, 1029]
page-number: ১১	[1436, 60, 1516, 132]
headline: বৃত্তির টাকা না পেয়ে	[132, 815, 318, 843]
story-accident	[575, 1097, 937, 1203]
